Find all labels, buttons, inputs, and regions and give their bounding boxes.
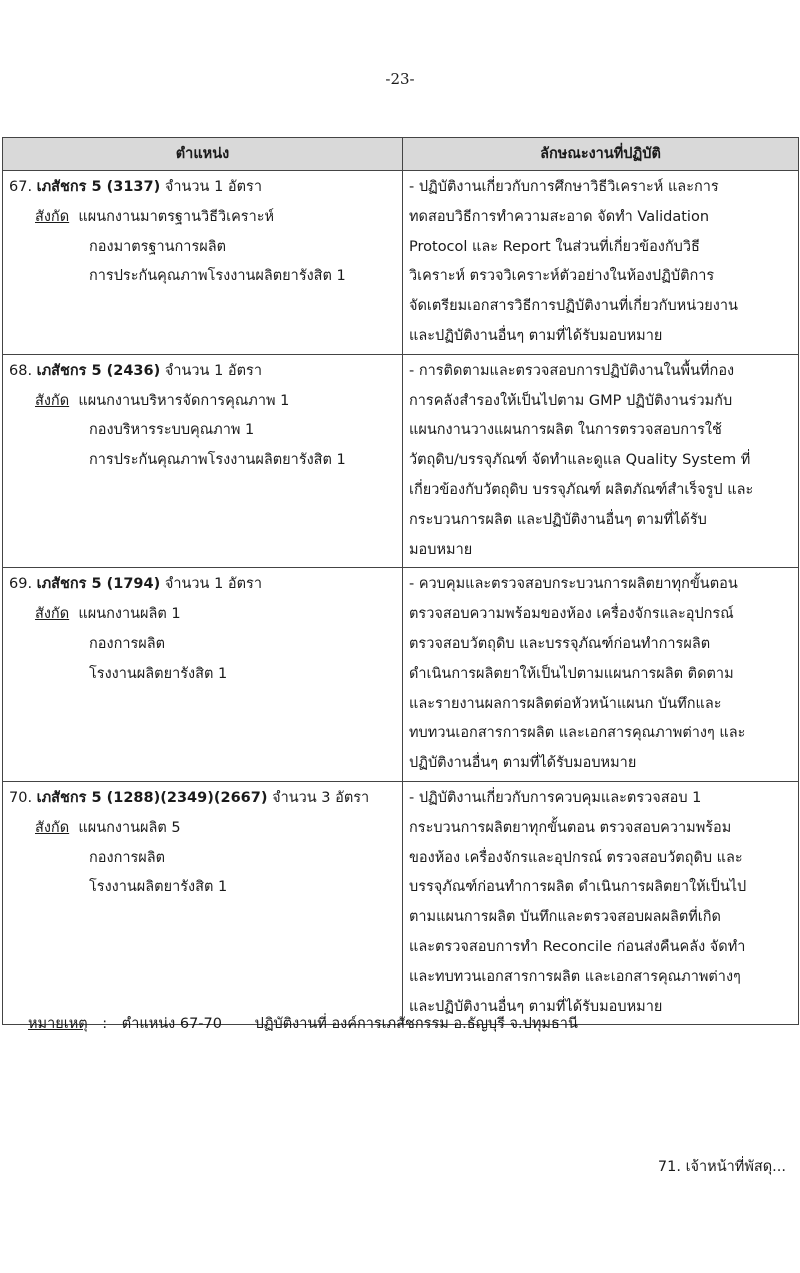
position-number: 67. — [9, 179, 33, 195]
description-line: - การติดตามและตรวจสอบการปฏิบัติงานในพื้นที่กอง — [409, 362, 735, 379]
table-row — [3, 354, 799, 568]
header-description: ลักษณะงานที่ปฏิบัติ — [403, 138, 799, 171]
description-line: ทบทวนเอกสารการผลิต และเอกสารคุณภาพต่างๆ และ — [409, 725, 746, 742]
position-title: เภสัชกร 5 (2436) — [36, 362, 161, 379]
description-line: ทดสอบวิธีการทำความสะอาด จัดทำ Validation — [409, 208, 710, 225]
description-line: ตามแผนการผลิต บันทึกและตรวจสอบผลผลิตที่เกิด — [409, 909, 721, 926]
position-count: จำนวน 1 อัตรา — [164, 576, 262, 593]
position-heading — [9, 173, 398, 203]
description-cell — [403, 171, 799, 355]
description-line: ตรวจสอบวัตถุดิบ และบรรจุภัณฑ์ก่อนทำการผลิต — [409, 635, 711, 652]
position-heading — [9, 570, 398, 600]
description-line: เกี่ยวข้องกับวัตถุดิบ บรรจุภัณฑ์ ผลิตภัณฑ์สำเร็จรูป และ — [409, 481, 754, 498]
unit-section: แผนกงานผลิต 1 — [78, 606, 181, 623]
table-header-row — [3, 138, 799, 171]
unit-section: แผนกงานผลิต 5 — [78, 819, 181, 836]
position-cell — [3, 568, 403, 782]
table-row — [3, 171, 799, 355]
description-line: - ปฏิบัติงานเกี่ยวกับการควบคุมและตรวจสอบ 1 — [409, 789, 702, 806]
description-line: วิเคราะห์ ตรวจวิเคราะห์ตัวอย่างในห้องปฏิบัติการ — [409, 268, 715, 285]
description-line: บรรจุภัณฑ์ก่อนทำการผลิต ดำเนินการผลิตยาให้เป็นไป — [409, 879, 747, 896]
description-line: Protocol และ Report ในส่วนที่เกี่ยวข้องกับวิธี — [409, 238, 700, 255]
description-line: กระบวนการผลิตยาทุกขั้นตอน ตรวจสอบความพร้อม — [409, 819, 732, 836]
unit-division: กองการผลิต — [89, 849, 166, 866]
position-title: เภสัชกร 5 (1794) — [36, 576, 161, 593]
position-cell — [3, 781, 403, 1024]
description-cell — [403, 781, 799, 1024]
affiliation-line — [9, 814, 398, 844]
position-count: จำนวน 1 อัตรา — [164, 362, 262, 379]
description-line: และปฏิบัติงานอื่นๆ ตามที่ได้รับมอบหมาย — [409, 998, 663, 1015]
description-line: ปฏิบัติงานอื่นๆ ตามที่ได้รับมอบหมาย — [409, 755, 637, 772]
unit-department: การประกันคุณภาพโรงงานผลิตยารังสิต 1 — [89, 452, 346, 469]
description-line: และปฏิบัติงานอื่นๆ ตามที่ได้รับมอบหมาย — [409, 327, 663, 344]
description-line: ของห้อง เครื่องจักรและอุปกรณ์ ตรวจสอบวัตถุดิบ และ — [409, 849, 743, 866]
description-line: ดำเนินการผลิตยาให้เป็นไปตามแผนการผลิต ติดตาม — [409, 665, 734, 682]
unit-section: แผนกงานมาตรฐานวิธีวิเคราะห์ — [78, 208, 275, 225]
affiliation-line — [9, 203, 398, 233]
table-row — [3, 781, 799, 1024]
positions-table — [2, 137, 799, 1025]
description-cell — [403, 568, 799, 782]
unit-department: โรงงานผลิตยารังสิต 1 — [89, 879, 228, 896]
position-cell — [3, 354, 403, 568]
description-line: กระบวนการผลิต และปฏิบัติงานอื่นๆ ตามที่ได้รับ — [409, 511, 707, 528]
affiliation-label: สังกัด — [35, 392, 70, 409]
description-line: จัดเตรียมเอกสารวิธีการปฏิบัติงานที่เกี่ยวกับหน่วยงาน — [409, 298, 738, 315]
remark — [28, 1012, 578, 1035]
affiliation-label: สังกัด — [35, 819, 70, 836]
unit-department: โรงงานผลิตยารังสิต 1 — [89, 665, 228, 682]
position-title: เภสัชกร 5 (3137) — [36, 179, 161, 195]
position-heading — [9, 784, 398, 814]
description-line: และรายงานผลการผลิตต่อหัวหน้าแผนก บันทึกและ — [409, 695, 722, 712]
remark-colon: : — [102, 1016, 108, 1032]
table-row — [3, 568, 799, 782]
description-cell — [403, 354, 799, 568]
position-count: จำนวน 3 อัตรา — [272, 789, 370, 806]
description-line: - ปฏิบัติงานเกี่ยวกับการศึกษาวิธีวิเคราะห์ และการ — [409, 179, 719, 195]
position-number: 69. — [9, 576, 33, 593]
remark-positions: ตำแหน่ง 67-70 — [121, 1016, 222, 1032]
continued-note: 71. เจ้าหน้าที่พัสดุ... — [657, 1159, 786, 1175]
unit-division: กองบริหารระบบคุณภาพ 1 — [89, 422, 255, 439]
page-number: -23- — [385, 70, 415, 88]
unit-division: กองมาตรฐานการผลิต — [89, 238, 227, 255]
position-cell — [3, 171, 403, 355]
position-title: เภสัชกร 5 (1288)(2349)(2667) — [36, 789, 268, 806]
header-position: ตำแหน่ง — [3, 138, 403, 171]
description-line: - ควบคุมและตรวจสอบกระบวนการผลิตยาทุกขั้นตอน — [409, 576, 738, 593]
affiliation-label: สังกัด — [35, 208, 70, 225]
unit-section: แผนกงานบริหารจัดการคุณภาพ 1 — [78, 392, 290, 409]
remark-label: หมายเหตุ — [28, 1016, 88, 1032]
affiliation-line — [9, 600, 398, 630]
position-heading — [9, 357, 398, 387]
description-line: แผนกงานวางแผนการผลิต ในการตรวจสอบการใช้ — [409, 422, 722, 439]
remark-location: ปฏิบัติงานที่ องค์การเภสัชกรรม อ.ธัญบุรี จ.ปทุมธานี — [254, 1016, 578, 1032]
description-line: การคลังสำรองให้เป็นไปตาม GMP ปฏิบัติงานร่วมกับ — [409, 392, 733, 409]
unit-department: การประกันคุณภาพโรงงานผลิตยารังสิต 1 — [89, 268, 346, 285]
description-line: และทบทวนเอกสารการผลิต และเอกสารคุณภาพต่างๆ — [409, 968, 741, 985]
affiliation-label: สังกัด — [35, 606, 70, 623]
description-line: และตรวจสอบการทำ Reconcile ก่อนส่งคืนคลัง จัดทำ — [409, 938, 746, 955]
description-line: วัตถุดิบ/บรรจุภัณฑ์ จัดทำและดูแล Quality System ที่ — [409, 452, 751, 469]
description-line: ตรวจสอบความพร้อมของห้อง เครื่องจักรและอุปกรณ์ — [409, 606, 734, 623]
affiliation-line — [9, 387, 398, 417]
description-line: มอบหมาย — [409, 541, 473, 558]
position-number: 70. — [9, 789, 33, 806]
position-count: จำนวน 1 อัตรา — [164, 179, 262, 195]
position-number: 68. — [9, 362, 33, 379]
unit-division: กองการผลิต — [89, 635, 166, 652]
